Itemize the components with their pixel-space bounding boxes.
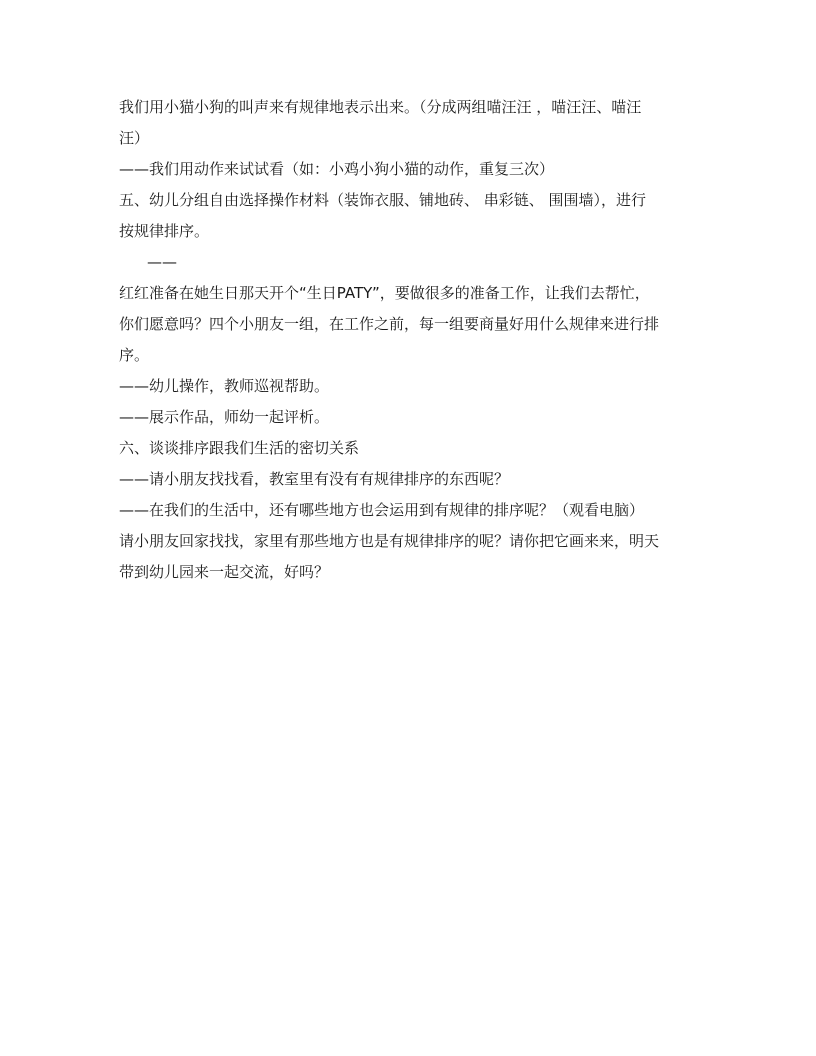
dash-separator: —— bbox=[147, 253, 177, 271]
text-line-3: ——我们用动作来试试看（如：小鸡小狗小猫的动作，重复三次） bbox=[119, 160, 555, 178]
text-line-9: 序。 bbox=[119, 346, 150, 364]
text-line-15: 请小朋友回家找找，家里有那些地方也是有规律排序的呢？请你把它画来来，明天 bbox=[119, 532, 660, 550]
text-line-11: ——展示作品，师幼一起评析。 bbox=[119, 408, 330, 426]
text-line-1: 我们用小猫小狗的叫声来有规律地表示出来。（分成两组喵汪汪 ，喵汪汪、喵汪 bbox=[119, 98, 642, 116]
text-line-13: ——请小朋友找找看，教室里有没有有规律排序的东西呢？ bbox=[119, 470, 510, 488]
text-line-8: 你们愿意吗？四个小朋友一组，在工作之前，每一组要商量好用什么规律来进行排 bbox=[119, 315, 660, 333]
document-body bbox=[119, 92, 699, 588]
text-line-2: 汪） bbox=[119, 129, 150, 147]
section-heading-six: 六、谈谈排序跟我们生活的密切关系 bbox=[119, 439, 360, 457]
text-line-10: ——幼儿操作，教师巡视帮助。 bbox=[119, 377, 330, 395]
text-line-14: ——在我们的生活中，还有哪些地方也会运用到有规律的排序呢？（观看电脑） bbox=[119, 501, 645, 519]
text-line-7: 红红准备在她生日那天开个“生日PATY”，要做很多的准备工作，让我们去帮忙， bbox=[119, 284, 650, 302]
text-line-5: 按规律排序。 bbox=[119, 222, 210, 240]
text-line-16: 带到幼儿园来一起交流，好吗？ bbox=[119, 563, 330, 581]
section-heading-five: 五、幼儿分组自由选择操作材料（装饰衣服、铺地砖、 串彩链、 围围墙），进行 bbox=[119, 191, 647, 209]
